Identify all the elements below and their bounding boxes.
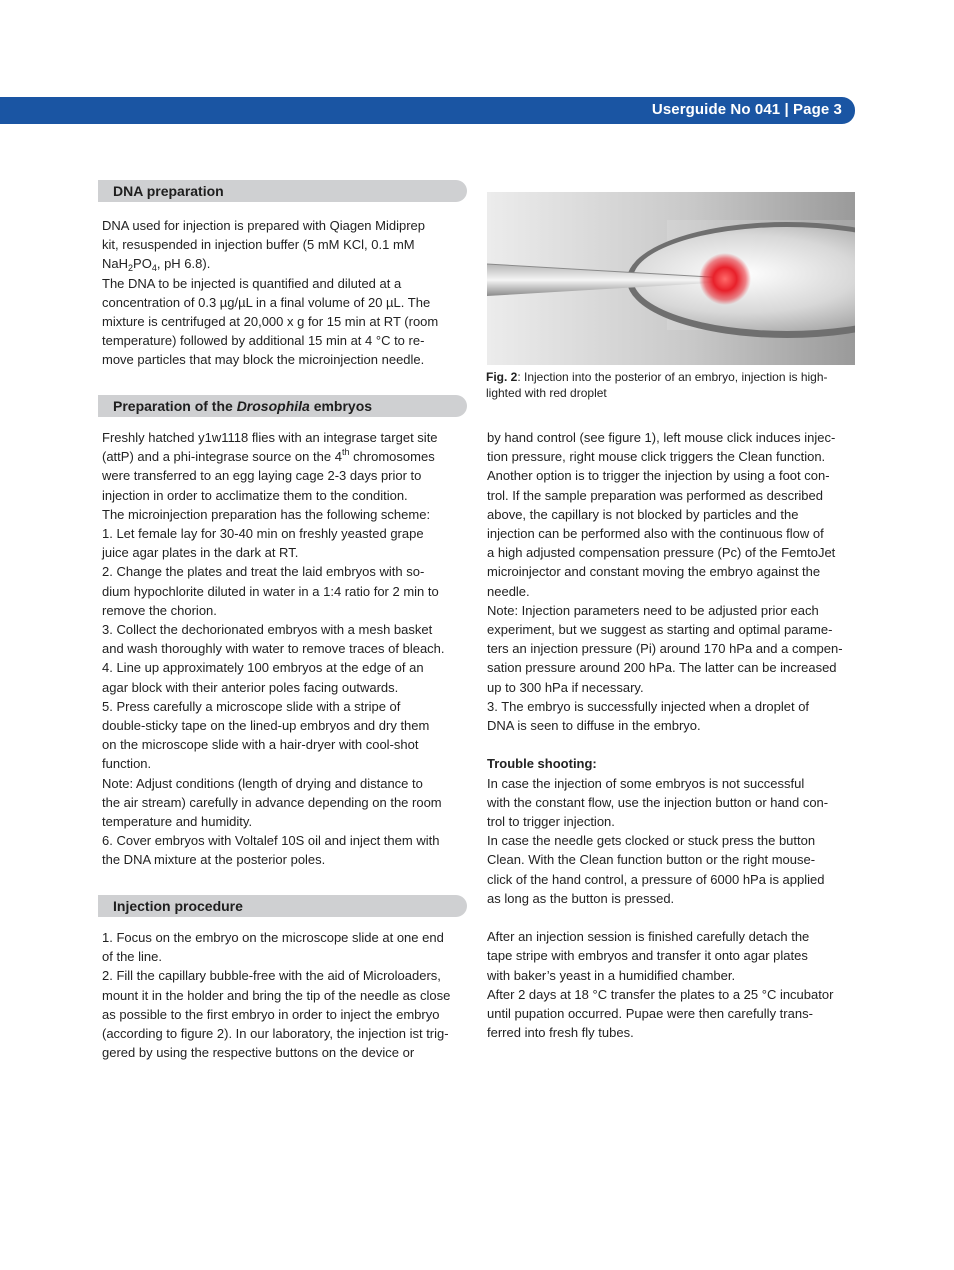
text-line: double-sticky tape on the lined-up embryos and dry them — [102, 718, 430, 734]
text-line: needle. — [487, 583, 530, 599]
text-line: tape stripe with embryos and transfer it onto agar plates — [487, 948, 808, 964]
subscript: 4 — [151, 263, 157, 274]
text-line: 4. Line up approximately 100 embryos at the edge of an — [102, 660, 424, 676]
text-line: temperature and humidity. — [102, 814, 253, 830]
section-heading-dna-preparation: DNA preparation — [98, 180, 467, 202]
page-title: Userguide No 041 | Page 3 — [651, 101, 842, 118]
spacer — [487, 908, 857, 927]
text-line: experiment, but we suggest as starting and optimal parame- — [487, 622, 833, 638]
text-run: chromosomes — [349, 449, 435, 465]
text-line: Note: Injection parameters need to be adjusted prior each — [487, 602, 819, 618]
figure-caption — [486, 369, 858, 401]
text-line: until pupation occurred. Pupae were then carefully trans- — [487, 1006, 813, 1022]
text-line: mount it in the holder and bring the tip of the needle as close — [102, 987, 451, 1003]
text-line: above, the capillary is not blocked by particles and the — [487, 506, 799, 522]
heading-species: Drosophila — [236, 398, 310, 414]
text-line: Clean. With the Clean function button or the right mouse- — [487, 852, 816, 868]
text-line: function. — [102, 756, 152, 772]
text-line: the DNA mixture at the posterior poles. — [102, 852, 326, 868]
text-line: were transferred to an egg laying cage 2-3 days prior to — [102, 468, 422, 484]
text-line: juice agar plates in the dark at RT. — [102, 545, 299, 561]
text-line: 5. Press carefully a microscope slide with a stripe of — [102, 698, 401, 714]
figure-label: Fig. 2 — [486, 370, 518, 384]
subscript: 2 — [128, 263, 134, 274]
caption-text: lighted with red droplet — [486, 386, 607, 400]
text-line: a high adjusted compensation pressure (Pc) of the FemtoJet — [487, 545, 836, 561]
text-line: tion pressure, right mouse click triggers the Clean function. — [487, 449, 826, 465]
text-run: NaH — [102, 256, 129, 272]
text-line: as long as the button is pressed. — [487, 890, 675, 906]
text-line: sation pressure around 200 hPa. The latter can be increased — [487, 660, 837, 676]
text-line: ferred into fresh fly tubes. — [487, 1025, 634, 1041]
text-line: 2. Change the plates and treat the laid embryos with so- — [102, 564, 425, 580]
text-run: , pH 6.8). — [156, 256, 211, 272]
text-line: trol to trigger injection. — [487, 814, 615, 830]
figure-embryo-injection — [487, 192, 855, 365]
text-line: trol. If the sample preparation was performed as described — [487, 487, 824, 503]
text-line: 6. Cover embryos with Voltalef 10S oil and inject them with — [102, 833, 440, 849]
text-line: 3. The embryo is successfully injected when a droplet of — [487, 698, 810, 714]
right-column-text — [487, 428, 857, 1043]
text-line: Another option is to trigger the injection by using a foot con- — [487, 468, 830, 484]
text-line: concentration of 0.3 µg/µL in a final volume of 20 µL. The — [102, 294, 431, 310]
text-line: on the microscope slide with a hair-dryer with cool-shot — [102, 737, 419, 753]
header-bar — [0, 97, 855, 124]
text-line: DNA is seen to diffuse in the embryo. — [487, 718, 701, 734]
text-line: After 2 days at 18 °C transfer the plates to a 25 °C incubator — [487, 986, 834, 1002]
text-run: (attP) and a phi-integrase source on the 4 — [102, 449, 342, 465]
trouble-shooting-heading: Trouble shooting: — [487, 756, 597, 772]
text-line — [102, 447, 468, 466]
text-line: gered by using the respective buttons on the device or — [102, 1045, 415, 1061]
text-line: In case the needle gets clocked or stuck press the button — [487, 833, 816, 849]
caption-text: : Injection into the posterior of an embryo, injection is high- — [517, 370, 828, 384]
text-line: up to 300 hPa if necessary. — [487, 679, 644, 695]
text-line: injection in order to acclimatize them to the condition. — [102, 487, 408, 503]
text-line: 3. Collect the dechorionated embryos with a mesh basket — [102, 622, 433, 638]
heading-run: embryos — [309, 398, 373, 414]
dna-preparation-text — [102, 216, 468, 370]
text-line: 1. Focus on the embryo on the microscope slide at one end — [102, 930, 444, 945]
text-line: the air stream) carefully in advance depending on the room — [102, 794, 442, 810]
text-line: temperature) followed by additional 15 min at 4 °C to re- — [102, 333, 425, 349]
injection-procedure-text — [102, 928, 468, 1062]
text-line: remove the chorion. — [102, 602, 217, 618]
text-line: click of the hand control, a pressure of 6000 hPa is applied — [487, 871, 825, 887]
text-line: After an injection session is finished carefully detach the — [487, 929, 810, 945]
text-line: with the constant flow, use the injection button or hand con- — [487, 794, 829, 810]
text-line — [102, 254, 468, 273]
embryo-preparation-text — [102, 428, 468, 870]
text-line: and wash thoroughly with water to remove traces of bleach. — [102, 641, 445, 657]
text-line: agar block with their anterior poles facing outwards. — [102, 679, 399, 695]
superscript: th — [341, 447, 350, 458]
text-line: 2. Fill the capillary bubble-free with the aid of Microloaders, — [102, 968, 441, 984]
section-heading-embryo-preparation — [98, 395, 467, 417]
text-line: by hand control (see figure 1), left mouse click induces injec- — [487, 430, 836, 445]
heading-run: Preparation of the — [113, 398, 237, 414]
text-line: microinjector and constant moving the embryo against the — [487, 564, 821, 580]
text-line: dium hypochlorite diluted in water in a 1:4 ratio for 2 min to — [102, 583, 439, 599]
text-line: 1. Let female lay for 30-40 min on freshly yeasted grape — [102, 526, 424, 542]
text-line: move particles that may block the microinjection needle. — [102, 352, 425, 368]
spacer — [487, 735, 857, 754]
text-line: The DNA to be injected is quantified and diluted at a — [102, 275, 402, 291]
text-line: mixture is centrifuged at 20,000 x g for 15 min at RT (room — [102, 314, 439, 330]
text-line: with baker’s yeast in a humidified chamber. — [487, 967, 736, 983]
text-line: In case the injection of some embryos is not successful — [487, 775, 805, 791]
text-line: of the line. — [102, 949, 162, 965]
text-line: kit, resuspended in injection buffer (5 mM KCl, 0.1 mM — [102, 237, 415, 253]
text-line: Note: Adjust conditions (length of drying and distance to — [102, 775, 423, 791]
text-line: DNA used for injection is prepared with Qiagen Midiprep — [102, 218, 426, 233]
text-line: Freshly hatched y1w1118 flies with an integrase target site — [102, 430, 438, 445]
text-line: (according to figure 2). In our laboratory, the injection ist trig- — [102, 1026, 449, 1042]
embryo-injection-illustration — [487, 192, 855, 365]
text-line: injection can be performed also with the continuous flow of — [487, 526, 824, 542]
text-line: as possible to the first embryo in order to inject the embryo — [102, 1006, 440, 1022]
text-line: The microinjection preparation has the following scheme: — [102, 506, 431, 522]
text-line: ters an injection pressure (Pi) around 170 hPa and a compen- — [487, 641, 843, 657]
section-heading-injection-procedure: Injection procedure — [98, 895, 467, 917]
text-run: PO — [133, 256, 152, 272]
